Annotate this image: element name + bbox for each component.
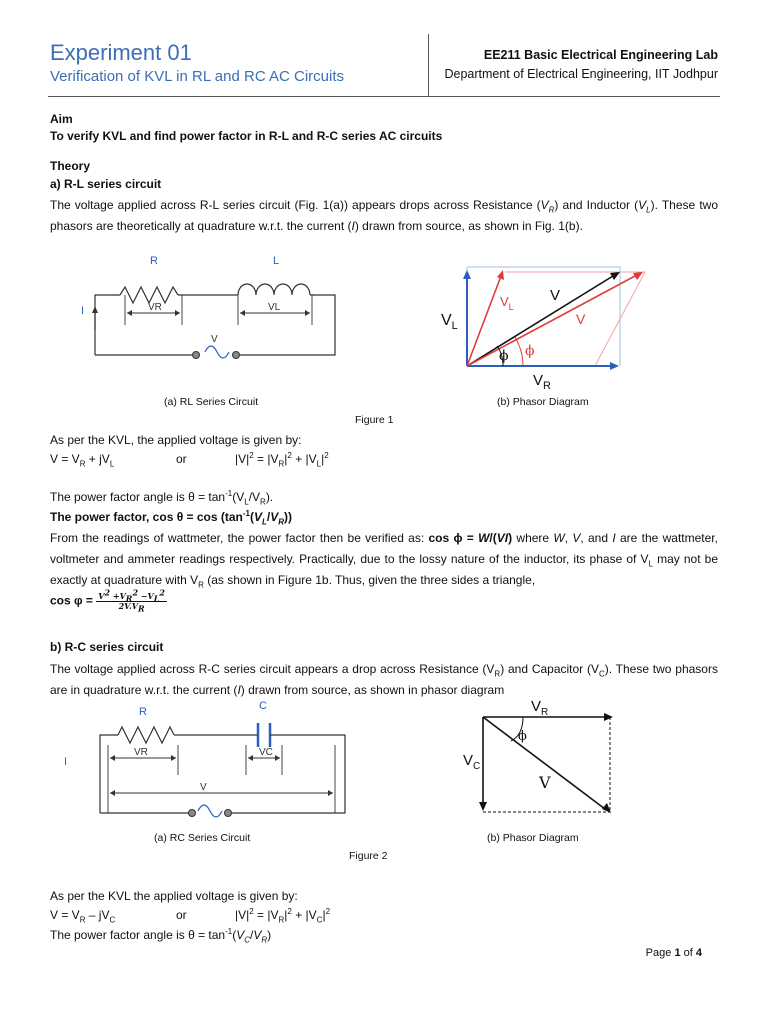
fig1b-caption: (b) Phasor Diagram — [497, 396, 589, 408]
figure2-label: Figure 2 — [349, 850, 388, 862]
phasor-vr-label: $V_R$ — [533, 372, 551, 392]
rc-phasor-diagram — [455, 695, 620, 820]
rc-heading: b) R-C series circuit — [50, 640, 164, 654]
page-word: Page — [645, 947, 672, 959]
capacitor-symbol — [258, 723, 270, 747]
fig1a-caption: (a) RL Series Circuit — [164, 396, 259, 408]
phasor-v-label: V — [550, 287, 561, 304]
fig2a-caption: (a) RC Series Circuit — [154, 832, 251, 844]
fig2b-caption: (b) Phasor Diagram — [487, 832, 579, 844]
resistor-symbol — [120, 287, 178, 303]
page-total: 4 — [695, 947, 702, 959]
rc-eq-right: $|V|^2 = |V_R|^2 + |V_C|^2$ — [235, 907, 331, 925]
cos-formula: cos φ = $\frac{V^2 +V_R^2 -V_L^2}{2V.V_R}$ — [50, 587, 165, 614]
rl-i-label: I — [81, 305, 85, 317]
page-number — [646, 947, 702, 959]
rl-circuit-diagram — [70, 250, 360, 365]
rl-vr-label: VR — [148, 302, 162, 313]
rc-phasor-vr-label: $V_R$ — [531, 698, 549, 718]
phasor-phi-red-label: ϕ — [525, 343, 535, 359]
rl-l-label: L — [273, 255, 280, 267]
rl-pf-angle: The power factor angle is $\theta = \tan^{-1}(V_L/V_R)$. — [50, 489, 274, 507]
rc-pf-angle: The power factor angle is $\theta = \tan^{-1}(V_C/V_R)$ — [50, 927, 272, 945]
rc-paragraph: The voltage applied across R-C series circuit appears a drop across Resistance $(V_R)$ and Capacitor $(V_C)$. These two phasors are in quadrature w.r.t. the current (I) drawn from source, as shown in phasor diagram — [50, 662, 718, 697]
inductor-symbol — [238, 284, 310, 295]
rc-v-label: V — [200, 782, 207, 793]
rc-r-label: R — [139, 706, 147, 718]
rl-vl-label: VL — [268, 302, 281, 313]
rc-circuit-diagram — [60, 695, 360, 825]
rl-wire-left — [95, 295, 120, 355]
phasor-v-red-label: V — [576, 311, 586, 327]
rl-paragraph: The voltage applied across R-L series circuit (Fig. 1(a)) appears drops across Resistance $(V_R)$ and Inductor $(V_L)$. These two phasors are theoretically at quadrature w.r.t. the current (I) drawn from source, as shown in Fig. 1(b). — [50, 198, 719, 233]
experiment-subtitle: Verification of KVL in RL and RC AC Circuits — [50, 68, 345, 85]
rc-eq-left: $V = V_R - jV_C$ — [50, 908, 116, 925]
rc-phasor-v-label: V — [539, 773, 551, 792]
rl-eq-left: $V = V_R + jV_L$ — [50, 452, 115, 469]
phasor-vl-label: $V_L$ — [441, 312, 458, 332]
rc-vc-label: VC — [259, 747, 273, 758]
rc-c-label: C — [259, 700, 267, 712]
resistor-symbol-rc — [118, 727, 174, 743]
rl-wattmeter-para: From the readings of wattmeter, the power factor then be verified as: cos ϕ = W/(VI) where W, V, and I are the wattmeter, voltmeter and ammeter readings respectively. Practically, due to the lossy nature of the inductor, its phase of $V_L$ may not be exactly at quadrature with $V_R$ (as shown in Figure 1b. Thus, given the three sides a triangle, — [50, 531, 719, 590]
header-rule — [48, 96, 720, 97]
page-current: 1 — [674, 947, 681, 959]
rl-heading: a) R-L series circuit — [50, 177, 162, 191]
rc-i-label: I — [64, 756, 68, 768]
rl-eq-or: or — [176, 452, 187, 466]
rc-vr-label: VR — [134, 747, 148, 758]
phasor-vl-red-label: $V_L$ — [500, 294, 514, 312]
rl-r-label: R — [150, 255, 158, 267]
rc-eq-or: or — [176, 908, 187, 922]
rl-kvl-intro: As per the KVL, the applied voltage is given by: — [50, 433, 302, 447]
rl-pf: The power factor, $\cos \theta = \cos (\tan^{-1}(V_L/V_R))$ — [50, 509, 293, 527]
aim-text: To verify KVL and find power factor in R-L and R-C series AC circuits — [50, 129, 443, 143]
header-divider — [428, 34, 429, 97]
aim-heading: Aim — [50, 112, 73, 126]
page-of-word: of — [683, 947, 693, 959]
figure1-label: Figure 1 — [355, 414, 394, 426]
rc-phasor-vc-label: $V_C$ — [463, 752, 481, 772]
rl-phasor-diagram — [435, 262, 650, 392]
course-name: EE211 Basic Electrical Engineering Lab — [483, 48, 718, 62]
phasor-phi-label: ϕ — [499, 348, 509, 364]
experiment-title: Experiment 01 — [50, 40, 192, 65]
theory-heading: Theory — [50, 159, 91, 173]
rc-phasor-phi-label: ϕ — [518, 729, 527, 744]
department-name: Department of Electrical Engineering, IIT Jodhpur — [444, 67, 718, 81]
rl-eq-right: $|V|^2 = |V_R|^2 + |V_L|^2$ — [235, 451, 329, 469]
rc-kvl-intro: As per the KVL the applied voltage is given by: — [50, 889, 298, 903]
rl-v-label: V — [211, 334, 218, 345]
